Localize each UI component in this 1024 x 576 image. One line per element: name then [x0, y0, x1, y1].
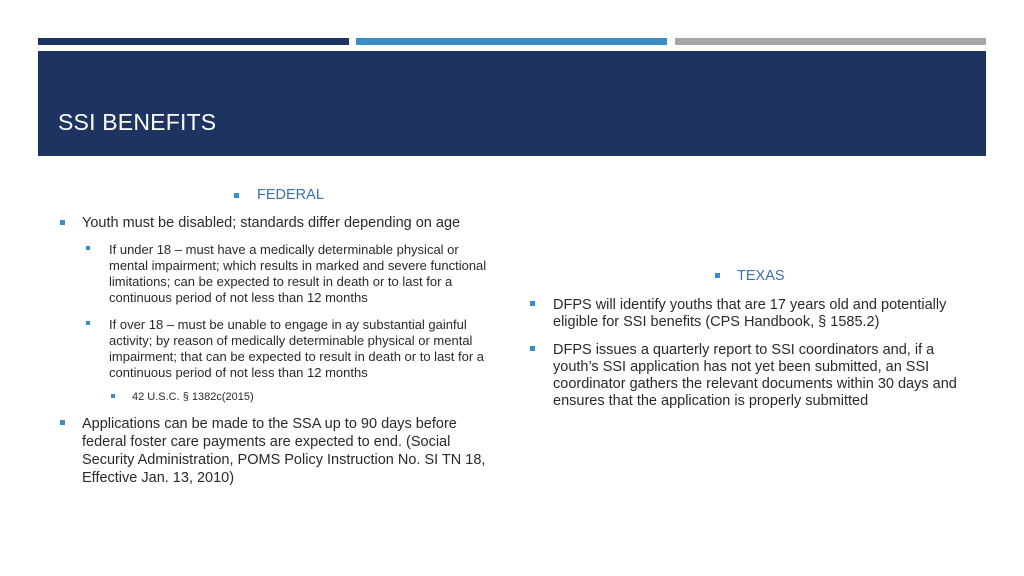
bullet-square-icon — [234, 193, 239, 198]
bullet-square-icon — [86, 321, 90, 325]
accent-bar-blue — [356, 38, 667, 45]
texas-bullet-quarterly-report: DFPS issues a quarterly report to SSI coordinators and, if a youth’s SSI application has not yet been submitted, an SSI coordinator gathers the relevant documents within 30 days and ensures that the application is properly submitted — [553, 342, 957, 409]
slide-title: SSI BENEFITS — [58, 109, 217, 135]
bullet-square-icon — [60, 420, 65, 425]
texas-heading: TEXAS — [737, 268, 785, 284]
bullet-square-icon — [715, 273, 720, 278]
title-band — [38, 51, 986, 156]
bullet-square-icon — [530, 346, 535, 351]
accent-bar-gray — [675, 38, 986, 45]
bullet-square-icon — [86, 246, 90, 250]
accent-bar-dark — [38, 38, 349, 45]
federal-bullet-applications: Applications can be made to the SSA up to 90 days before federal foster care payments are expected to end. (Social Security Administration, POMS Policy Instruction No. SI TN 18, Effective Jan. 13, 2010) — [82, 416, 486, 486]
federal-bullet-age: Youth must be disabled; standards differ depending on age — [82, 215, 461, 231]
federal-sub-over-18: If over 18 – must be unable to engage in ay substantial gainful activity; by reason of medically determinable physical or mental impairment; that can be expected to result in death or to last for a continuous period of not less than 12 months — [109, 317, 485, 380]
texas-bullet-identify: DFPS will identify youths that are 17 years old and potentially eligible for SSI benefits (CPS Handbook, § 1585.2) — [553, 297, 947, 330]
bullet-square-icon — [530, 301, 535, 306]
bullet-square-icon — [60, 220, 65, 225]
federal-sub-under-18: If under 18 – must have a medically determinable physical or mental impairment; which results in marked and severe functional limitations; can be expected to result in death or to last for a continuous period of not less than 12 months — [109, 242, 487, 305]
federal-heading: FEDERAL — [257, 187, 324, 203]
federal-citation: 42 U.S.C. § 1382c(2015) — [132, 391, 254, 403]
bullet-square-icon — [111, 394, 115, 398]
